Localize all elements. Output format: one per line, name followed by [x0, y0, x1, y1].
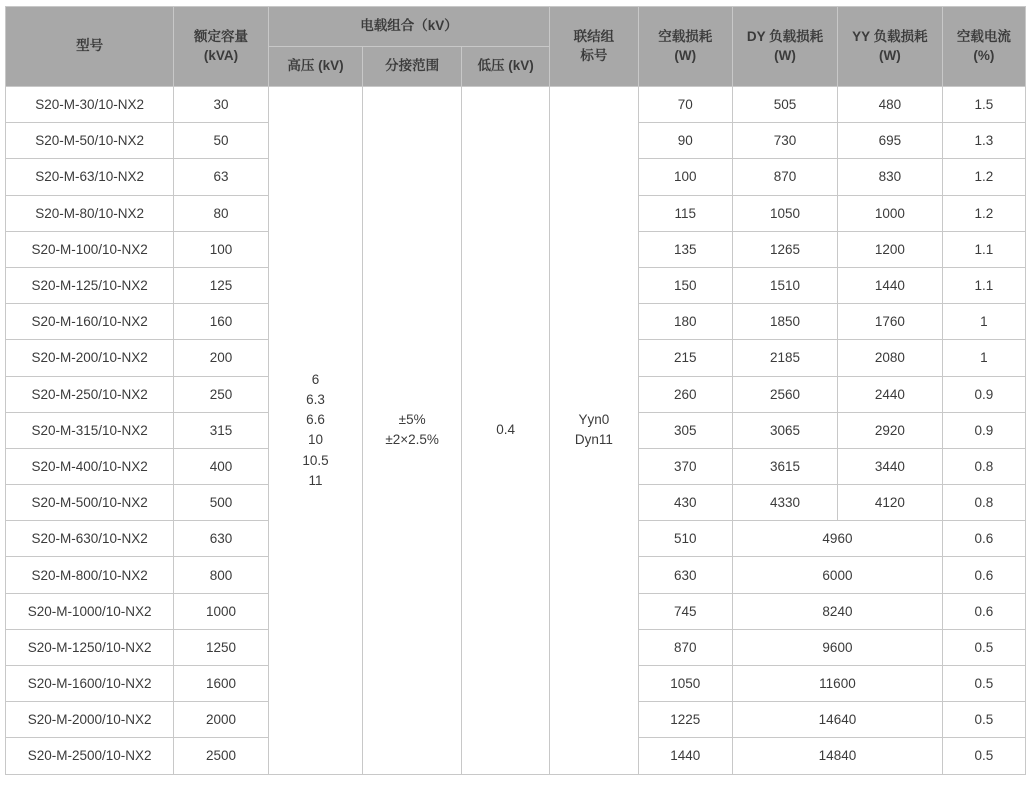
cell-dy-load-loss: 3615 [733, 448, 838, 484]
cell-capacity: 1000 [174, 593, 269, 629]
cell-model: S20-M-2500/10-NX2 [6, 738, 174, 774]
header-lv: 低压 (kV) [461, 47, 549, 87]
cell-no-load-current: 1.2 [942, 159, 1025, 195]
cell-dy-load-loss: 4330 [733, 485, 838, 521]
cell-no-load-loss: 1225 [638, 702, 733, 738]
cell-no-load-current: 1.1 [942, 267, 1025, 303]
cell-capacity: 1600 [174, 666, 269, 702]
cell-capacity: 100 [174, 231, 269, 267]
cell-combined-load-loss: 11600 [733, 666, 943, 702]
cell-no-load-loss: 100 [638, 159, 733, 195]
table-header [6, 7, 1026, 87]
cell-dy-load-loss: 3065 [733, 412, 838, 448]
cell-no-load-loss: 215 [638, 340, 733, 376]
header-yy-load-loss-line2: (W) [879, 47, 901, 63]
cell-no-load-current: 0.9 [942, 412, 1025, 448]
cell-no-load-loss: 115 [638, 195, 733, 231]
header-dy-load-loss-line1: DY 负载损耗 [746, 29, 824, 45]
cell-yy-load-loss: 1200 [837, 231, 942, 267]
cell-combined-load-loss: 8240 [733, 593, 943, 629]
cell-model: S20-M-800/10-NX2 [6, 557, 174, 593]
cell-no-load-current: 0.5 [942, 702, 1025, 738]
table-body [6, 87, 1026, 775]
cell-model: S20-M-1250/10-NX2 [6, 629, 174, 665]
cell-no-load-current: 1.2 [942, 195, 1025, 231]
cell-dy-load-loss: 2560 [733, 376, 838, 412]
cell-dy-load-loss: 870 [733, 159, 838, 195]
cell-no-load-loss: 370 [638, 448, 733, 484]
cell-model: S20-M-1600/10-NX2 [6, 666, 174, 702]
cell-no-load-current: 0.5 [942, 666, 1025, 702]
cell-yy-load-loss: 2440 [837, 376, 942, 412]
cell-model: S20-M-30/10-NX2 [6, 87, 174, 123]
cell-combined-load-loss: 14840 [733, 738, 943, 774]
cell-no-load-current: 0.6 [942, 557, 1025, 593]
cell-model: S20-M-315/10-NX2 [6, 412, 174, 448]
header-no-load-current-line1: 空载电流 [956, 29, 1011, 45]
header-capacity-line1: 额定容量 [194, 29, 249, 45]
cell-dy-load-loss: 1265 [733, 231, 838, 267]
header-no-load-loss-line2: (W) [674, 47, 697, 63]
cell-combined-load-loss: 4960 [733, 521, 943, 557]
cell-no-load-loss: 510 [638, 521, 733, 557]
cell-model: S20-M-400/10-NX2 [6, 448, 174, 484]
cell-capacity: 200 [174, 340, 269, 376]
cell-yy-load-loss: 830 [837, 159, 942, 195]
cell-capacity: 800 [174, 557, 269, 593]
header-connection-line2: 标号 [580, 47, 608, 63]
cell-no-load-current: 1.3 [942, 123, 1025, 159]
cell-model: S20-M-160/10-NX2 [6, 304, 174, 340]
header-yy-load-loss [837, 7, 942, 87]
cell-model: S20-M-50/10-NX2 [6, 123, 174, 159]
cell-capacity: 500 [174, 485, 269, 521]
cell-capacity: 315 [174, 412, 269, 448]
cell-hv-values: 6 6.3 6.6 10 10.5 11 [268, 87, 363, 775]
cell-no-load-current: 0.8 [942, 485, 1025, 521]
cell-no-load-current: 0.5 [942, 629, 1025, 665]
cell-no-load-current: 0.5 [942, 738, 1025, 774]
table-row [6, 87, 1026, 123]
cell-model: S20-M-250/10-NX2 [6, 376, 174, 412]
header-capacity [174, 7, 269, 87]
cell-no-load-loss: 745 [638, 593, 733, 629]
cell-combined-load-loss: 9600 [733, 629, 943, 665]
cell-capacity: 250 [174, 376, 269, 412]
cell-no-load-loss: 90 [638, 123, 733, 159]
header-yy-load-loss-line1: YY 负载损耗 [852, 29, 928, 45]
cell-model: S20-M-125/10-NX2 [6, 267, 174, 303]
cell-no-load-loss: 630 [638, 557, 733, 593]
cell-lv-value: 0.4 [461, 87, 549, 775]
cell-no-load-current: 1.5 [942, 87, 1025, 123]
header-connection-line1: 联结组 [573, 29, 615, 45]
cell-no-load-current: 0.9 [942, 376, 1025, 412]
cell-capacity: 63 [174, 159, 269, 195]
cell-yy-load-loss: 2080 [837, 340, 942, 376]
cell-combined-load-loss: 6000 [733, 557, 943, 593]
cell-capacity: 630 [174, 521, 269, 557]
cell-no-load-current: 1.1 [942, 231, 1025, 267]
cell-dy-load-loss: 730 [733, 123, 838, 159]
cell-capacity: 160 [174, 304, 269, 340]
cell-capacity: 125 [174, 267, 269, 303]
cell-model: S20-M-80/10-NX2 [6, 195, 174, 231]
cell-model: S20-M-630/10-NX2 [6, 521, 174, 557]
cell-no-load-loss: 260 [638, 376, 733, 412]
cell-no-load-loss: 870 [638, 629, 733, 665]
header-hv: 高压 (kV) [268, 47, 363, 87]
cell-model: S20-M-1000/10-NX2 [6, 593, 174, 629]
cell-capacity: 1250 [174, 629, 269, 665]
cell-capacity: 50 [174, 123, 269, 159]
transformer-spec-table [5, 6, 1026, 775]
header-dy-load-loss [733, 7, 838, 87]
cell-yy-load-loss: 1440 [837, 267, 942, 303]
cell-model: S20-M-500/10-NX2 [6, 485, 174, 521]
cell-dy-load-loss: 505 [733, 87, 838, 123]
cell-capacity: 2500 [174, 738, 269, 774]
spec-table-page [0, 6, 1035, 802]
header-no-load-loss-line1: 空载损耗 [658, 29, 713, 45]
cell-no-load-loss: 70 [638, 87, 733, 123]
cell-dy-load-loss: 2185 [733, 340, 838, 376]
cell-dy-load-loss: 1850 [733, 304, 838, 340]
cell-no-load-loss: 135 [638, 231, 733, 267]
cell-model: S20-M-2000/10-NX2 [6, 702, 174, 738]
cell-yy-load-loss: 1760 [837, 304, 942, 340]
header-capacity-line2: (kVA) [203, 47, 239, 63]
cell-no-load-loss: 430 [638, 485, 733, 521]
cell-yy-load-loss: 1000 [837, 195, 942, 231]
cell-no-load-loss: 305 [638, 412, 733, 448]
cell-model: S20-M-63/10-NX2 [6, 159, 174, 195]
cell-dy-load-loss: 1050 [733, 195, 838, 231]
header-model: 型号 [6, 7, 174, 87]
cell-yy-load-loss: 4120 [837, 485, 942, 521]
cell-capacity: 30 [174, 87, 269, 123]
cell-yy-load-loss: 2920 [837, 412, 942, 448]
cell-no-load-current: 1 [942, 304, 1025, 340]
cell-no-load-current: 1 [942, 340, 1025, 376]
cell-capacity: 400 [174, 448, 269, 484]
cell-model: S20-M-100/10-NX2 [6, 231, 174, 267]
cell-no-load-loss: 150 [638, 267, 733, 303]
cell-yy-load-loss: 695 [837, 123, 942, 159]
cell-no-load-current: 0.6 [942, 593, 1025, 629]
cell-no-load-current: 0.8 [942, 448, 1025, 484]
cell-dy-load-loss: 1510 [733, 267, 838, 303]
header-dy-load-loss-line2: (W) [774, 47, 796, 63]
header-voltage-group: 电载组合（kV） [268, 7, 549, 47]
cell-yy-load-loss: 3440 [837, 448, 942, 484]
header-tap: 分接范围 [363, 47, 462, 87]
cell-capacity: 80 [174, 195, 269, 231]
cell-capacity: 2000 [174, 702, 269, 738]
header-no-load-current-line2: (%) [973, 47, 995, 63]
header-no-load-loss [638, 7, 733, 87]
cell-no-load-loss: 1050 [638, 666, 733, 702]
cell-no-load-loss: 1440 [638, 738, 733, 774]
header-connection [550, 7, 638, 87]
cell-model: S20-M-200/10-NX2 [6, 340, 174, 376]
cell-yy-load-loss: 480 [837, 87, 942, 123]
cell-connection-values: Yyn0 Dyn11 [550, 87, 638, 775]
cell-combined-load-loss: 14640 [733, 702, 943, 738]
cell-no-load-loss: 180 [638, 304, 733, 340]
header-no-load-current [942, 7, 1025, 87]
cell-no-load-current: 0.6 [942, 521, 1025, 557]
cell-tap-range: ±5% ±2×2.5% [363, 87, 462, 775]
